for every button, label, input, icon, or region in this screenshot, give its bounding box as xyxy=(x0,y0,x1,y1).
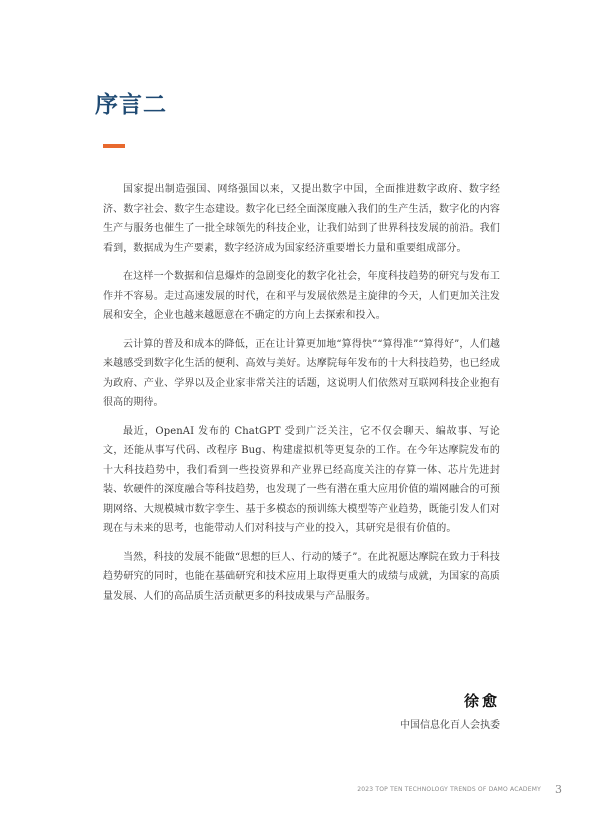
signature-organization: 中国信息化百人会执委 xyxy=(400,720,500,731)
page-footer xyxy=(357,783,562,796)
title-accent-bar xyxy=(103,144,125,148)
paragraph-2: 在这样一个数据和信息爆炸的急剧变化的数字化社会，年度科技趋势的研究与发布工作并不容易。走过高速发展的时代，在和平与发展依然是主旋律的今天，人们更加关注发展和安全，企业也越来越愿意在不确定的方向上去探索和投入。 xyxy=(103,271,500,321)
page-number: 3 xyxy=(555,783,562,796)
paragraph-3: 云计算的普及和成本的降低，正在让计算更加地“算得快”“算得准”“算得好”，人们越来越感受到数字化生活的便利、高效与美好。达摩院每年发布的十大科技趋势，也已经成为政府、产业、学界以及企业家非常关注的话题，这说明人们依然对互联网科技企业抱有很高的期待。 xyxy=(103,338,500,408)
paragraph-1: 国家提出制造强国、网络强国以来，又提出数字中国，全面推进数字政府、数字经济、数字社会、数字生态建设。数字化已经全面深度融入我们的生产生活，数字化的内容生产与服务也催生了一批全球领先的科技企业，让我们站到了世界科技发展的前沿。我们看到，数据成为生产要素，数字经济成为国家经济重要增长力量和重要组成部分。 xyxy=(103,184,500,254)
signature-name: 徐愈 xyxy=(463,692,500,710)
paragraph-4: 最近，OpenAI 发布的 ChatGPT 受到广泛关注，它不仅会聊天、编故事、写论文，还能从事写代码、改程序 Bug、构建虚拟机等更复杂的工作。在今年达摩院发布的十大科技趋势中，我们看到一些投资界和产业界已经高度关注的存算一体、芯片先进封装、软硬件的深度融合等科技趋势，也发现了一些有潜在重大应用价值的端网融合的可预期网络、大规模城市数字孪生、基于多模态的预训练大模型等产业趋势，既能引发人们对现在与未来的思考，也能带动人们对科技与产业的投入，其研究是很有价值的。 xyxy=(103,425,500,534)
preface-body xyxy=(103,180,500,615)
paragraph-5: 当然，科技的发展不能做“思想的巨人、行动的矮子”。在此祝愿达摩院在致力于科技趋势研究的同时，也能在基础研究和技术应用上取得更重大的成绩与成就，为国家的高质量发展、人们的高品质生活贡献更多的科技成果与产品服务。 xyxy=(103,551,500,602)
page-title: 序言二 xyxy=(95,91,167,118)
footer-text: 2023 TOP TEN TECHNOLOGY TRENDS OF DAMO ACADEMY xyxy=(357,786,541,793)
